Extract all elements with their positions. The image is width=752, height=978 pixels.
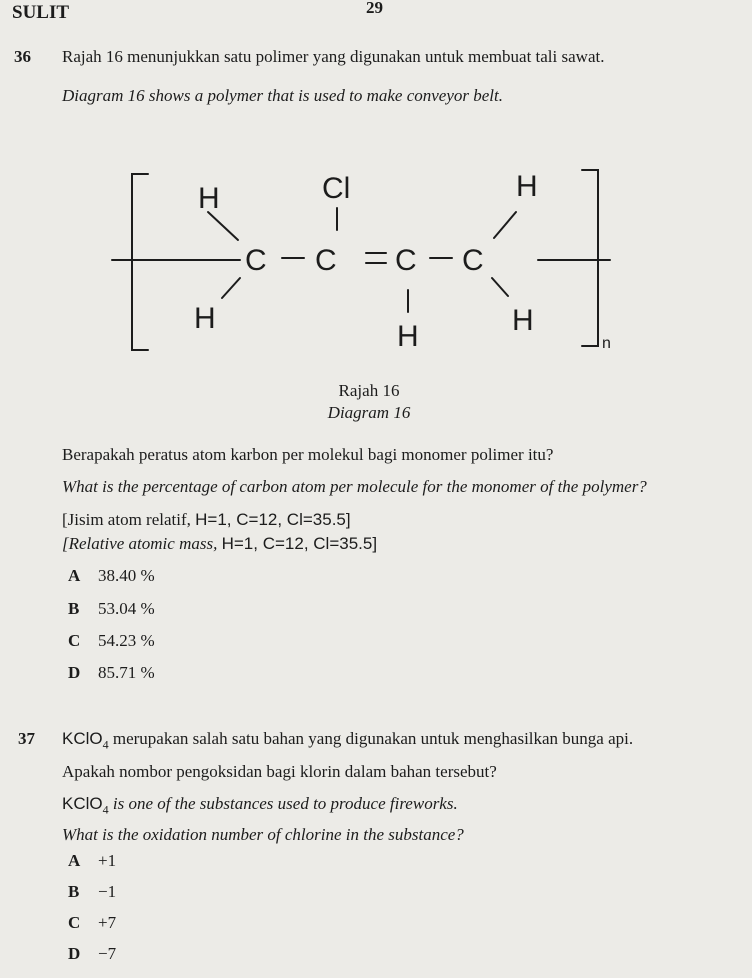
page-number: 29	[366, 0, 383, 17]
q36-text-en: Diagram 16 shows a polymer that is used to make conveyor belt.	[62, 86, 503, 105]
right-bracket	[582, 170, 598, 346]
caption-rajah: Rajah 16	[338, 381, 400, 400]
q37-text-bm: KClO$_4$ merupakan salah satu bahan yang digunakan untuk menghasilkan bunga api.	[62, 729, 634, 752]
bond-c1-h-bottom	[222, 278, 240, 298]
q36-text-bm: Rajah 16 menunjukkan satu polimer yang digunakan untuk membuat tali sawat.	[62, 47, 605, 66]
q36-mass-en: [Relative atomic mass, H=1, C=12, Cl=35.5]	[62, 534, 378, 553]
bond-c4-h-top	[494, 212, 516, 238]
q36-option-d[interactable]: D 85.71 %	[68, 663, 155, 682]
q36-mass-bm: [Jisim atom relatif, H=1, C=12, Cl=35.5]	[62, 510, 351, 529]
q37-option-d[interactable]: D −7	[68, 944, 117, 963]
atom-c3: C	[395, 244, 417, 277]
q37-option-b[interactable]: B −1	[68, 882, 117, 901]
bond-c4-h-bottom	[492, 278, 508, 296]
atom-h-bottom-right: H	[512, 304, 534, 337]
caption-diagram: Diagram 16	[327, 403, 411, 422]
q36-question-bm: Berapakah peratus atom karbon per molekul bagi monomer polimer itu?	[62, 445, 554, 464]
atom-h-top-left: H	[198, 182, 220, 215]
atom-c4: C	[462, 244, 484, 277]
header-sulit: SULIT	[12, 2, 70, 23]
atom-h-bottom-mid: H	[397, 320, 419, 353]
atom-c2: C	[315, 244, 337, 277]
polymer-subscript-n: n	[602, 335, 611, 352]
atom-cl: Cl	[322, 172, 351, 205]
polymer-structure-diagram	[0, 150, 752, 370]
q37-option-a[interactable]: A +1	[68, 851, 117, 870]
q37-question-en: What is the oxidation number of chlorine in the substance?	[62, 825, 464, 844]
atom-c1: C	[245, 244, 267, 277]
left-bracket	[132, 174, 148, 350]
bond-c1-h-top	[208, 212, 238, 240]
q36-option-a[interactable]: A 38.40 %	[68, 566, 155, 585]
q36-option-c[interactable]: C 54.23 %	[68, 631, 155, 650]
q37-option-c[interactable]: C +7	[68, 913, 117, 932]
atom-h-bottom-left: H	[194, 302, 216, 335]
q37-number: 37	[18, 729, 35, 748]
q37-question-bm: Apakah nombor pengoksidan bagi klorin dalam bahan tersebut?	[62, 762, 497, 781]
q36-number: 36	[14, 47, 31, 66]
atom-h-top-right: H	[516, 170, 538, 203]
q36-question-en: What is the percentage of carbon atom per molecule for the monomer of the polymer?	[62, 477, 647, 496]
q37-text-en: KClO$_4$ is one of the substances used to produce fireworks.	[62, 794, 458, 817]
q36-option-b[interactable]: B 53.04 %	[68, 599, 155, 618]
